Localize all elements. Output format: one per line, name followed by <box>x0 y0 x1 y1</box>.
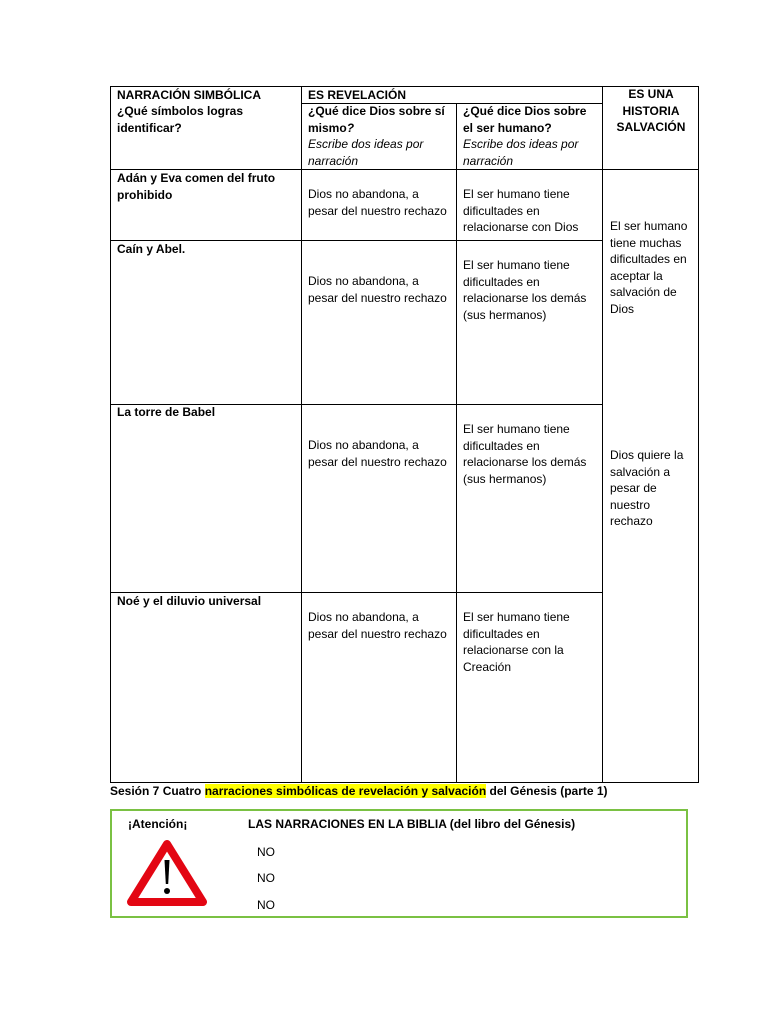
row-2-dios: Dios no abandona, a pesar del nuestro rechazo <box>308 274 447 305</box>
attention-item-2: NO <box>257 871 275 885</box>
header-historia-title: ES UNA HISTORIA SALVACIÓN <box>616 87 686 134</box>
attention-label: ¡Atención¡ <box>128 817 188 831</box>
attention-item-3: NO <box>257 898 275 912</box>
header-humano-instruction: Escribe dos ideas por narración <box>463 137 579 168</box>
header-narracion-title: NARRACIÓN SIMBÓLICA <box>117 88 261 102</box>
attention-item-1: NO <box>257 845 275 859</box>
row-4-dios: Dios no abandona, a pesar del nuestro rechazo <box>308 610 447 641</box>
historia-text-2: Dios quiere la salvación a pesar de nuestro rechazo <box>610 448 684 528</box>
row-3-narracion: La torre de Babel <box>117 405 216 419</box>
row-2-narracion: Caín y Abel. <box>117 242 186 256</box>
caption-highlight: narraciones simbólicas de revelación y salvación <box>204 784 487 798</box>
header-dios-instruction: Escribe dos ideas por narración <box>308 137 424 168</box>
header-dios-cell <box>308 103 453 169</box>
header-narracion-question: ¿Qué símbolos logras identificar? <box>117 104 244 135</box>
row-3-dios: Dios no abandona, a pesar del nuestro rechazo <box>308 438 447 469</box>
row-4-narracion: Noé y el diluvio universal <box>117 594 262 608</box>
row-1-humano: El ser humano tiene dificultades en relacionarse con Dios <box>463 187 579 234</box>
row-4-humano: El ser humano tiene dificultades en relacionarse con la Creación <box>463 610 570 674</box>
header-revelacion-title: ES REVELACIÓN <box>308 88 407 102</box>
row-1-dios: Dios no abandona, a pesar del nuestro rechazo <box>308 187 447 218</box>
warning-triangle-icon <box>127 838 207 908</box>
header-humano-question: ¿Qué dice Dios sobre el ser humano? <box>463 104 587 135</box>
row-2-humano: El ser humano tiene dificultades en relacionarse los demás (sus hermanos) <box>463 258 587 322</box>
session-caption: Sesión 7 Cuatro narraciones simbólicas de revelación y salvación del Génesis (parte 1) <box>110 784 608 798</box>
row-1-narracion: Adán y Eva comen del fruto prohibido <box>117 171 276 202</box>
row-3-humano: El ser humano tiene dificultades en relacionarse los demás (sus hermanos) <box>463 422 587 486</box>
historia-text-1: El ser humano tiene muchas dificultades en aceptar la salvación de Dios <box>610 219 688 316</box>
header-humano-cell <box>463 103 598 169</box>
header-dios-question: ¿Qué dice Dios sobre sí mismo? <box>308 104 445 135</box>
attention-title: LAS NARRACIONES EN LA BIBLIA (del libro del Génesis) <box>248 817 576 831</box>
